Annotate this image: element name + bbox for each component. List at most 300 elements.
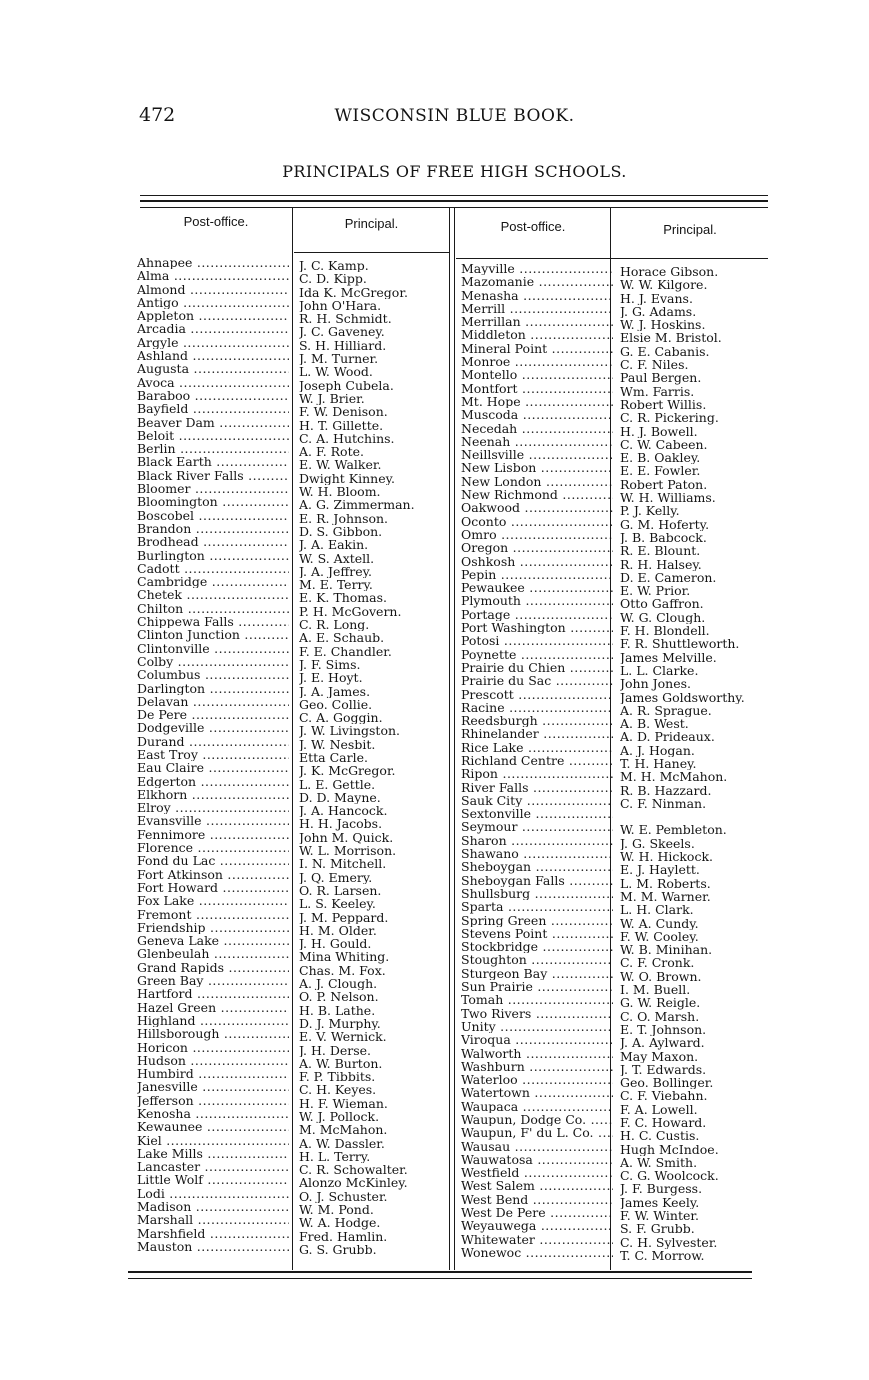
post-office-entry: Sun Prairie .....	[461, 980, 613, 993]
bottom-rule-1	[128, 1271, 752, 1273]
principal-entry: A. E. Schaub.	[299, 631, 385, 645]
principal-entry: Paul Bergen.	[620, 371, 702, 385]
principal-entry: R. E. Blount.	[620, 544, 701, 558]
principal-entry: Mina Whiting.	[299, 950, 390, 964]
post-office-entry: Neenah .....	[461, 435, 613, 448]
principal-entry: D. D. Mayne.	[299, 790, 381, 805]
post-office-entry: Lake Mills .....	[137, 1147, 289, 1160]
post-office-entry: Chetek .....	[137, 588, 289, 601]
post-office-entry: Clinton Junction .....	[137, 628, 289, 641]
principal-entry: R. B. Hazzard.	[620, 783, 712, 797]
principal-entry: C. A. Hutchins.	[299, 431, 395, 446]
principal-entry: C. A. Goggin.	[299, 711, 383, 725]
post-office-entry: Janesville .....	[137, 1080, 289, 1093]
principal-entry: Fred. Hamlin.	[299, 1229, 388, 1243]
post-office-entry: Merrillan .....	[461, 315, 613, 328]
post-office-entry: Two Rivers .....	[461, 1007, 613, 1020]
page-number: 472	[139, 104, 176, 126]
post-office-entry: Horicon .....	[137, 1041, 289, 1054]
principal-entry	[620, 810, 780, 823]
post-office-entry: Sauk City .....	[461, 794, 613, 807]
post-office-entry: Cambridge .....	[137, 575, 289, 588]
principal-entry: C. G. Woolcock.	[620, 1169, 719, 1183]
principal-entry: F. W. Denison.	[299, 405, 388, 419]
post-office-entry: Middleton .....	[461, 328, 613, 341]
post-office-entry: East Troy .....	[137, 748, 289, 761]
principal-entry: A. W. Dassler.	[299, 1136, 385, 1150]
post-office-entry: Lancaster .....	[137, 1160, 289, 1173]
principal-entry: James Melville.	[620, 650, 717, 664]
principal-entry: C. R. Pickering.	[620, 411, 719, 425]
principal-entry: Robert Paton.	[620, 477, 708, 492]
post-office-entry: Merrill .....	[461, 302, 613, 315]
post-office-entry: Highland .....	[137, 1014, 289, 1027]
post-office-entry: Almond .....	[137, 283, 289, 296]
post-office-entry: Watertown .....	[461, 1086, 613, 1099]
principal-entry: M. M. Warner.	[620, 889, 711, 904]
post-office-entry: Cadott .....	[137, 562, 289, 575]
principal-entry: C. F. Niles.	[620, 358, 689, 372]
post-office-entry: Argyle .....	[137, 336, 289, 349]
principal-entry: L. E. Gettle.	[299, 777, 376, 791]
principal-entry: D. E. Cameron.	[620, 570, 717, 585]
principal-entry: O. J. Schuster.	[299, 1189, 388, 1204]
post-office-entry: Hartford .....	[137, 987, 289, 1000]
principal-entry: Horace Gibson.	[620, 265, 719, 279]
principal-entry: S. F. Grubb.	[620, 1222, 695, 1236]
post-office-entry: Shawano .....	[461, 847, 613, 860]
principal-entry: F. E. Chandler.	[299, 644, 392, 658]
principal-entry: C. H. Keyes.	[299, 1083, 377, 1097]
principal-entry: A. W. Smith.	[620, 1155, 698, 1170]
principal-entry: A. G. Zimmerman.	[299, 498, 415, 512]
post-office-entry: West Salem .....	[461, 1179, 613, 1192]
principal-entry: P. H. McGovern.	[299, 604, 402, 619]
principal-entry: M. E. Terry.	[299, 578, 373, 592]
principal-entry: May Maxon.	[620, 1049, 699, 1063]
post-office-entry: Walworth .....	[461, 1047, 613, 1060]
post-office-entry: Green Bay .....	[137, 974, 289, 987]
post-office-entry: New Richmond .....	[461, 488, 613, 501]
header-left-principal: Principal.	[344, 216, 399, 231]
principal-entry: J. F. Burgess.	[620, 1182, 703, 1196]
right-post-office-column	[461, 262, 613, 1259]
post-office-entry: Shullsburg .....	[461, 887, 613, 900]
post-office-entry: Durand .....	[137, 735, 289, 748]
post-office-entry: Menasha .....	[461, 289, 613, 302]
right-principal-column	[620, 265, 780, 1262]
principal-entry: C. F. Viebahn.	[620, 1089, 708, 1103]
principal-entry: C. R. Schowalter.	[299, 1163, 408, 1177]
post-office-entry: Beaver Dam .....	[137, 416, 289, 429]
principal-entry: H. J. Bowell.	[620, 424, 698, 438]
post-office-entry: Plymouth .....	[461, 594, 613, 607]
principal-entry: C. W. Cabeen.	[620, 437, 708, 452]
post-office-entry: Black River Falls .....	[137, 469, 289, 482]
post-office-entry: Waupaca .....	[461, 1100, 613, 1113]
principal-entry: W. W. Kilgore.	[620, 278, 708, 292]
principal-entry: W. H. Williams.	[620, 491, 716, 505]
principal-entry: Hugh McIndoe.	[620, 1142, 719, 1156]
header-rule-right	[456, 258, 768, 259]
principal-entry: W. A. Cundy.	[620, 916, 699, 930]
principal-entry: J. A. Aylward.	[620, 1036, 705, 1050]
post-office-entry: Fremont .....	[137, 908, 289, 921]
post-office-entry: Marshall .....	[137, 1213, 289, 1226]
post-office-entry: New London .....	[461, 475, 613, 488]
post-office-entry: Fennimore .....	[137, 828, 289, 841]
post-office-entry: Reedsburgh .....	[461, 714, 613, 727]
post-office-entry: Edgerton .....	[137, 775, 289, 788]
principal-entry: J. C. Kamp.	[299, 259, 369, 273]
post-office-entry: Bloomer .....	[137, 482, 289, 495]
principal-entry: Robert Willis.	[620, 397, 707, 412]
principal-entry: J. W. Livingston.	[299, 724, 400, 738]
principal-entry: D. S. Gibbon.	[299, 524, 383, 539]
post-office-entry: Black Earth .....	[137, 455, 289, 468]
post-office-entry: Oakwood .....	[461, 501, 613, 514]
post-office-entry: Kenosha .....	[137, 1107, 289, 1120]
principal-entry: H. M. Older.	[299, 923, 377, 938]
post-office-entry: Waupun, Dodge Co. .....	[461, 1113, 613, 1126]
post-office-entry: Racine .....	[461, 701, 613, 714]
principal-entry: Chas. M. Fox.	[299, 963, 386, 978]
principal-entry: S. H. Hilliard.	[299, 338, 387, 353]
principal-entry: E. R. Johnson.	[299, 511, 389, 525]
principal-entry: J. H. Gould.	[299, 937, 372, 951]
post-office-entry: Chilton .....	[137, 602, 289, 615]
principal-entry: E. E. Fowler.	[620, 464, 701, 478]
principal-entry: F. A. Lowell.	[620, 1102, 698, 1116]
principal-entry: A. R. Sprague.	[620, 703, 712, 718]
post-office-entry: Little Wolf .....	[137, 1173, 289, 1186]
principal-entry: Geo. Bollinger.	[620, 1076, 714, 1090]
principal-entry: Elsie M. Bristol.	[620, 331, 722, 345]
principal-entry: C. F. Ninman.	[620, 796, 707, 811]
principal-entry: C. R. Long.	[299, 618, 370, 632]
post-office-entry: Portage .....	[461, 608, 613, 621]
principal-entry: G. W. Reigle.	[620, 996, 701, 1010]
post-office-entry: Prairie du Sac .....	[461, 674, 613, 687]
principal-entry: F. C. Howard.	[620, 1116, 707, 1130]
post-office-entry: Waterloo .....	[461, 1073, 613, 1086]
post-office-entry: Washburn .....	[461, 1060, 613, 1073]
principal-entry: T. H. Haney.	[620, 756, 697, 771]
post-office-entry: Augusta .....	[137, 362, 289, 375]
post-office-entry: River Falls .....	[461, 781, 613, 794]
principal-entry: I. N. Mitchell.	[299, 857, 387, 871]
principal-entry: A. J. Hogan.	[620, 743, 695, 757]
post-office-entry: Columbus .....	[137, 668, 289, 681]
principal-entry: J. A. Eakin.	[299, 538, 369, 552]
post-office-entry: Ahnapee .....	[137, 256, 289, 269]
principal-entry: John Jones.	[620, 677, 691, 691]
principal-entry: W. E. Pembleton.	[620, 823, 727, 837]
principal-entry: Wm. Farris.	[620, 384, 695, 398]
principal-entry: F. W. Winter.	[620, 1209, 699, 1223]
post-office-entry: Stevens Point .....	[461, 927, 613, 940]
post-office-entry: Grand Rapids .....	[137, 961, 289, 974]
post-office-entry: Florence .....	[137, 841, 289, 854]
post-office-entry: Omro .....	[461, 528, 613, 541]
post-office-entry: Elkhorn .....	[137, 788, 289, 801]
post-office-entry: De Pere .....	[137, 708, 289, 721]
principal-entry: F. R. Shuttleworth.	[620, 637, 740, 651]
post-office-entry: Kewaunee .....	[137, 1120, 289, 1133]
post-office-entry: Waupun, F' du L. Co. .....	[461, 1126, 613, 1139]
post-office-entry: Sparta .....	[461, 900, 613, 913]
principal-entry: E. K. Thomas.	[299, 591, 387, 605]
principal-entry: W. H. Bloom.	[299, 485, 381, 499]
principal-entry: H. F. Wieman.	[299, 1096, 388, 1110]
post-office-entry: Friendship .....	[137, 921, 289, 934]
principal-entry: James Goldsworthy.	[620, 690, 745, 704]
post-office-entry: Madison .....	[137, 1200, 289, 1213]
post-office-entry: Fox Lake .....	[137, 894, 289, 907]
post-office-entry: Arcadia .....	[137, 322, 289, 335]
post-office-entry: Burlington .....	[137, 549, 289, 562]
post-office-entry: Appleton .....	[137, 309, 289, 322]
principal-entry: H. B. Lathe.	[299, 1003, 376, 1017]
post-office-entry: Fort Atkinson .....	[137, 868, 289, 881]
principal-entry: W. M. Pond.	[299, 1203, 374, 1217]
header-right-post-office: Post-office.	[500, 219, 566, 234]
principal-entry: G. M. Hoferty.	[620, 517, 710, 531]
principal-entry: H. J. Evans.	[620, 291, 693, 305]
post-office-entry: Mauston .....	[137, 1240, 289, 1253]
principal-entry: R. H. Schmidt.	[299, 312, 392, 326]
post-office-entry: Prescott .....	[461, 688, 613, 701]
post-office-entry: Viroqua .....	[461, 1033, 613, 1046]
post-office-entry: Ashland .....	[137, 349, 289, 362]
principal-entry: E. J. Haylett.	[620, 863, 700, 877]
post-office-entry: Potosi .....	[461, 634, 613, 647]
post-office-entry: Antigo .....	[137, 296, 289, 309]
principal-entry: W. A. Hodge.	[299, 1216, 381, 1230]
post-office-entry: Lodi .....	[137, 1187, 289, 1200]
post-office-entry: Sharon .....	[461, 834, 613, 847]
principal-entry: H. L. Terry.	[299, 1149, 371, 1164]
principal-entry: L. W. Wood.	[299, 365, 373, 379]
post-office-entry: Neillsville .....	[461, 448, 613, 461]
principal-entry: A. J. Clough.	[299, 977, 378, 991]
principal-entry: F. H. Blondell.	[620, 624, 710, 638]
principal-entry: A. D. Prideaux.	[620, 730, 715, 744]
post-office-entry: Sheboygan Falls .....	[461, 874, 613, 887]
principal-entry: Ida K. McGregor.	[299, 285, 408, 299]
principal-entry: F. P. Tibbits.	[299, 1070, 376, 1084]
principal-entry: A. W. Burton.	[299, 1056, 383, 1071]
post-office-entry: Port Washington .....	[461, 621, 613, 634]
post-office-entry: Geneva Lake .....	[137, 934, 289, 947]
post-office-entry: Mazomanie .....	[461, 275, 613, 288]
principal-entry: J. A. James.	[299, 684, 371, 698]
post-office-entry: Poynette .....	[461, 648, 613, 661]
principal-entry: J. W. Nesbit.	[299, 737, 376, 751]
post-office-entry: Tomah .....	[461, 993, 613, 1006]
post-office-entry: Alma .....	[137, 269, 289, 282]
principal-entry: O. R. Larsen.	[299, 883, 382, 898]
top-rule-2	[140, 200, 768, 202]
principal-entry: Alonzo McKinley.	[299, 1176, 408, 1190]
post-office-entry: Weyauwega .....	[461, 1219, 613, 1232]
post-office-entry: Muscoda .....	[461, 408, 613, 421]
post-office-entry: Avoca .....	[137, 376, 289, 389]
post-office-entry: Jefferson .....	[137, 1094, 289, 1107]
principal-entry: M. McMahon.	[299, 1123, 388, 1137]
post-office-entry: Oregon .....	[461, 541, 613, 554]
principal-entry: A. B. West.	[620, 717, 689, 731]
post-office-entry: Monroe .....	[461, 355, 613, 368]
post-office-entry: Wausau .....	[461, 1140, 613, 1153]
principal-entry: O. P. Nelson.	[299, 990, 379, 1004]
principal-entry: J. K. McGregor.	[299, 764, 396, 778]
principal-entry: L. H. Clark.	[620, 903, 694, 917]
principal-entry: W. S. Axtell.	[299, 551, 375, 565]
post-office-entry: Unity .....	[461, 1020, 613, 1033]
principal-entry: Otto Gaffron.	[620, 597, 704, 611]
principal-entry: J. H. Derse.	[299, 1043, 372, 1057]
principal-entry: G. S. Grubb.	[299, 1242, 377, 1257]
bottom-rule-2	[128, 1278, 752, 1279]
principal-entry: Dwight Kinney.	[299, 471, 395, 486]
post-office-entry: Wonewoc .....	[461, 1246, 613, 1259]
principal-entry: John M. Quick.	[299, 830, 394, 845]
post-office-entry: Eau Claire .....	[137, 761, 289, 774]
principal-entry: W. G. Clough.	[620, 610, 706, 625]
post-office-entry: Elroy .....	[137, 801, 289, 814]
principal-entry: J. E. Hoyt.	[299, 671, 363, 685]
principal-entry: J. C. Gaveney.	[299, 325, 385, 339]
principal-entry: C. H. Sylvester.	[620, 1235, 718, 1249]
post-office-entry: West Bend .....	[461, 1193, 613, 1206]
post-office-entry: Ripon .....	[461, 767, 613, 780]
principal-entry: I. M. Buell.	[620, 983, 691, 997]
principal-entry: E. W. Walker.	[299, 458, 382, 472]
principal-entry: J. G. Skeels.	[620, 836, 695, 851]
post-office-entry: Fort Howard .....	[137, 881, 289, 894]
post-office-entry: Pepin .....	[461, 568, 613, 581]
post-office-entry: Rhinelander .....	[461, 727, 613, 740]
principal-entry: J. A. Jeffrey.	[299, 564, 372, 579]
left-post-office-column	[137, 256, 289, 1253]
post-office-entry: Darlington .....	[137, 682, 289, 695]
principal-entry: A. F. Rote.	[299, 445, 364, 459]
principal-entry: J. Q. Emery.	[299, 870, 373, 884]
post-office-entry: Bloomington .....	[137, 495, 289, 508]
post-office-entry: Whitewater .....	[461, 1233, 613, 1246]
post-office-entry: Sextonville .....	[461, 807, 613, 820]
post-office-entry: Stoughton .....	[461, 953, 613, 966]
post-office-entry: Montfort .....	[461, 382, 613, 395]
principal-entry: D. J. Murphy.	[299, 1016, 381, 1031]
principal-entry: Etta Carle.	[299, 750, 368, 765]
principal-entry: E. V. Wernick.	[299, 1030, 387, 1044]
principal-entry: J. A. Hancock.	[299, 804, 388, 818]
post-office-entry: Spring Green .....	[461, 914, 613, 927]
principal-entry: James Keely.	[620, 1195, 700, 1210]
principal-entry: Joseph Cubela.	[299, 378, 394, 392]
post-office-entry: Glenbeulah .....	[137, 947, 289, 960]
post-office-entry: Pewaukee .....	[461, 581, 613, 594]
post-office-entry: Mayville .....	[461, 262, 613, 275]
principal-entry: C. F. Cronk.	[620, 956, 695, 970]
principal-entry: J. B. Babcock.	[620, 530, 707, 545]
post-office-entry: Oshkosh .....	[461, 555, 613, 568]
principal-entry: John O'Hara.	[299, 298, 382, 313]
principal-entry: W. B. Minihan.	[620, 943, 713, 957]
header-rule-left	[294, 252, 449, 253]
principal-entry: J. G. Adams.	[620, 304, 697, 319]
post-office-entry: Brodhead .....	[137, 535, 289, 548]
post-office-entry: Boscobel .....	[137, 509, 289, 522]
left-principal-column	[299, 259, 459, 1256]
post-office-entry: Fond du Lac .....	[137, 854, 289, 867]
post-office-entry: Bayfield .....	[137, 402, 289, 415]
principal-entry: E. T. Johnson.	[620, 1022, 707, 1037]
post-office-entry: Clintonville .....	[137, 642, 289, 655]
principal-entry: W. H. Hickock.	[620, 850, 714, 864]
post-office-entry: Necedah .....	[461, 422, 613, 435]
principal-entry: C. O. Marsh.	[620, 1009, 700, 1023]
principal-entry: Geo. Collie.	[299, 697, 373, 712]
principal-entry: E. B. Oakley.	[620, 451, 701, 465]
post-office-entry: Wauwatosa .....	[461, 1153, 613, 1166]
post-office-entry: Brandon .....	[137, 522, 289, 535]
principal-entry: J. F. Sims.	[299, 657, 361, 672]
post-office-entry: Stockbridge .....	[461, 940, 613, 953]
header-left-post-office: Post-office.	[183, 214, 249, 229]
post-office-entry: Prairie du Chien .....	[461, 661, 613, 674]
post-office-entry: Sheboygan .....	[461, 860, 613, 873]
post-office-entry: Evansville .....	[137, 814, 289, 827]
principal-entry: W. O. Brown.	[620, 969, 702, 984]
principal-entry: L. S. Keeley.	[299, 897, 376, 911]
principal-entry: W. L. Morrison.	[299, 844, 397, 858]
principal-entry: J. M. Peppard.	[299, 910, 389, 924]
post-office-entry: Delavan .....	[137, 695, 289, 708]
post-office-entry: Berlin .....	[137, 442, 289, 455]
post-office-entry: Hudson .....	[137, 1054, 289, 1067]
principal-entry: R. H. Halsey.	[620, 557, 702, 571]
principal-entry: W. J. Hoskins.	[620, 318, 706, 332]
principal-entry: W. J. Pollock.	[299, 1110, 380, 1124]
principal-entry: W. J. Brier.	[299, 391, 365, 406]
top-rule-1	[140, 195, 768, 196]
post-office-entry: Beloit .....	[137, 429, 289, 442]
principal-entry: H. T. Gillette.	[299, 418, 384, 432]
post-office-entry: Marshfield .....	[137, 1227, 289, 1240]
principal-entry: P. J. Kelly.	[620, 504, 680, 518]
principal-entry: J. T. Edwards.	[620, 1062, 707, 1077]
post-office-entry: Westfield .....	[461, 1166, 613, 1179]
post-office-entry: Dodgeville .....	[137, 721, 289, 734]
principal-entry: M. H. McMahon.	[620, 770, 728, 784]
post-office-entry: Humbird .....	[137, 1067, 289, 1080]
post-office-entry: Mt. Hope .....	[461, 395, 613, 408]
post-office-entry: Sturgeon Bay .....	[461, 967, 613, 980]
divider-left	[292, 208, 293, 1270]
section-title: PRINCIPALS OF FREE HIGH SCHOOLS.	[282, 162, 627, 181]
principal-entry: L. M. Roberts.	[620, 876, 711, 890]
post-office-entry: Montello .....	[461, 368, 613, 381]
principal-entry: G. E. Cabanis.	[620, 344, 710, 359]
principal-entry: T. C. Morrow.	[620, 1248, 705, 1263]
post-office-entry: Oconto .....	[461, 515, 613, 528]
post-office-entry: Seymour .....	[461, 820, 613, 833]
principal-entry: L. L. Clarke.	[620, 663, 699, 678]
principal-entry: H. H. Jacobs.	[299, 817, 383, 831]
